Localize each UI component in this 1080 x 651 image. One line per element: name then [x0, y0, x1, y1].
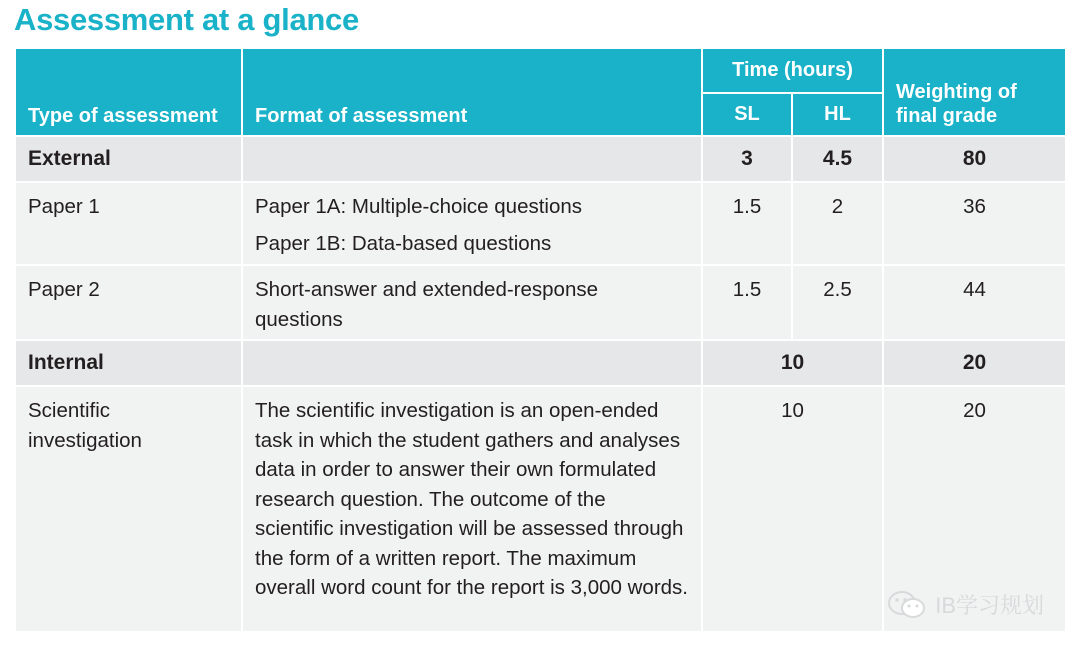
internal-time: 10: [702, 340, 883, 386]
scientific-type: Scientific investigation: [15, 386, 242, 632]
scientific-time: 10: [702, 386, 883, 632]
external-weight: 80: [883, 136, 1066, 182]
table-row-paper1: [15, 182, 1066, 265]
section-row-internal: [15, 340, 1066, 386]
header-type: Type of assessment: [15, 48, 242, 136]
external-hl: 4.5: [792, 136, 883, 182]
paper1-format-1b: Paper 1B: Data-based questions: [255, 231, 552, 255]
internal-weight: 20: [883, 340, 1066, 386]
section-row-external: [15, 136, 1066, 182]
header-row: [15, 48, 1066, 93]
watermark-text: IB学习规划: [935, 593, 1044, 618]
header-weighting: [883, 48, 1066, 136]
paper2-weight: 44: [883, 265, 1066, 340]
paper1-weight: 36: [883, 182, 1066, 265]
paper2-format: Short-answer and extended-response questions: [242, 265, 702, 340]
paper1-format-1a: Paper 1A: Multiple-choice questions: [255, 195, 583, 218]
internal-label: Internal: [15, 340, 242, 386]
header-time: Time (hours): [702, 48, 883, 93]
scientific-weight: 20: [883, 386, 1066, 632]
paper2-hl: 2.5: [792, 265, 883, 340]
header-sl: SL: [702, 93, 792, 136]
paper1-sl: 1.5: [702, 182, 792, 265]
header-weighting-line-1: Weighting of: [896, 81, 1017, 103]
external-sl: 3: [702, 136, 792, 182]
external-label: External: [15, 136, 242, 182]
header-format: Format of assessment: [242, 48, 702, 136]
paper2-sl: 1.5: [702, 265, 792, 340]
watermark: [887, 589, 1044, 620]
paper1-format: [242, 182, 702, 265]
internal-format: [242, 340, 702, 386]
assessment-table: [14, 47, 1067, 633]
table-row-paper2: [15, 265, 1066, 340]
header-weighting-line-2: final grade: [896, 105, 998, 127]
page-title: Assessment at a glance: [14, 2, 359, 37]
header-hl: HL: [792, 93, 883, 136]
paper2-type: Paper 2: [15, 265, 242, 340]
paper1-hl: 2: [792, 182, 883, 265]
external-format: [242, 136, 702, 182]
wechat-icon: [887, 590, 927, 620]
paper1-type: Paper 1: [15, 182, 242, 265]
scientific-format: The scientific investigation is an open-ended task in which the student gathers and analyses data in order to answer their own formulated research question. The outcome of the scientific investigation will be assessed through the form of a written report. The maximum overall word count for the report is 3,000 words.: [242, 386, 702, 632]
